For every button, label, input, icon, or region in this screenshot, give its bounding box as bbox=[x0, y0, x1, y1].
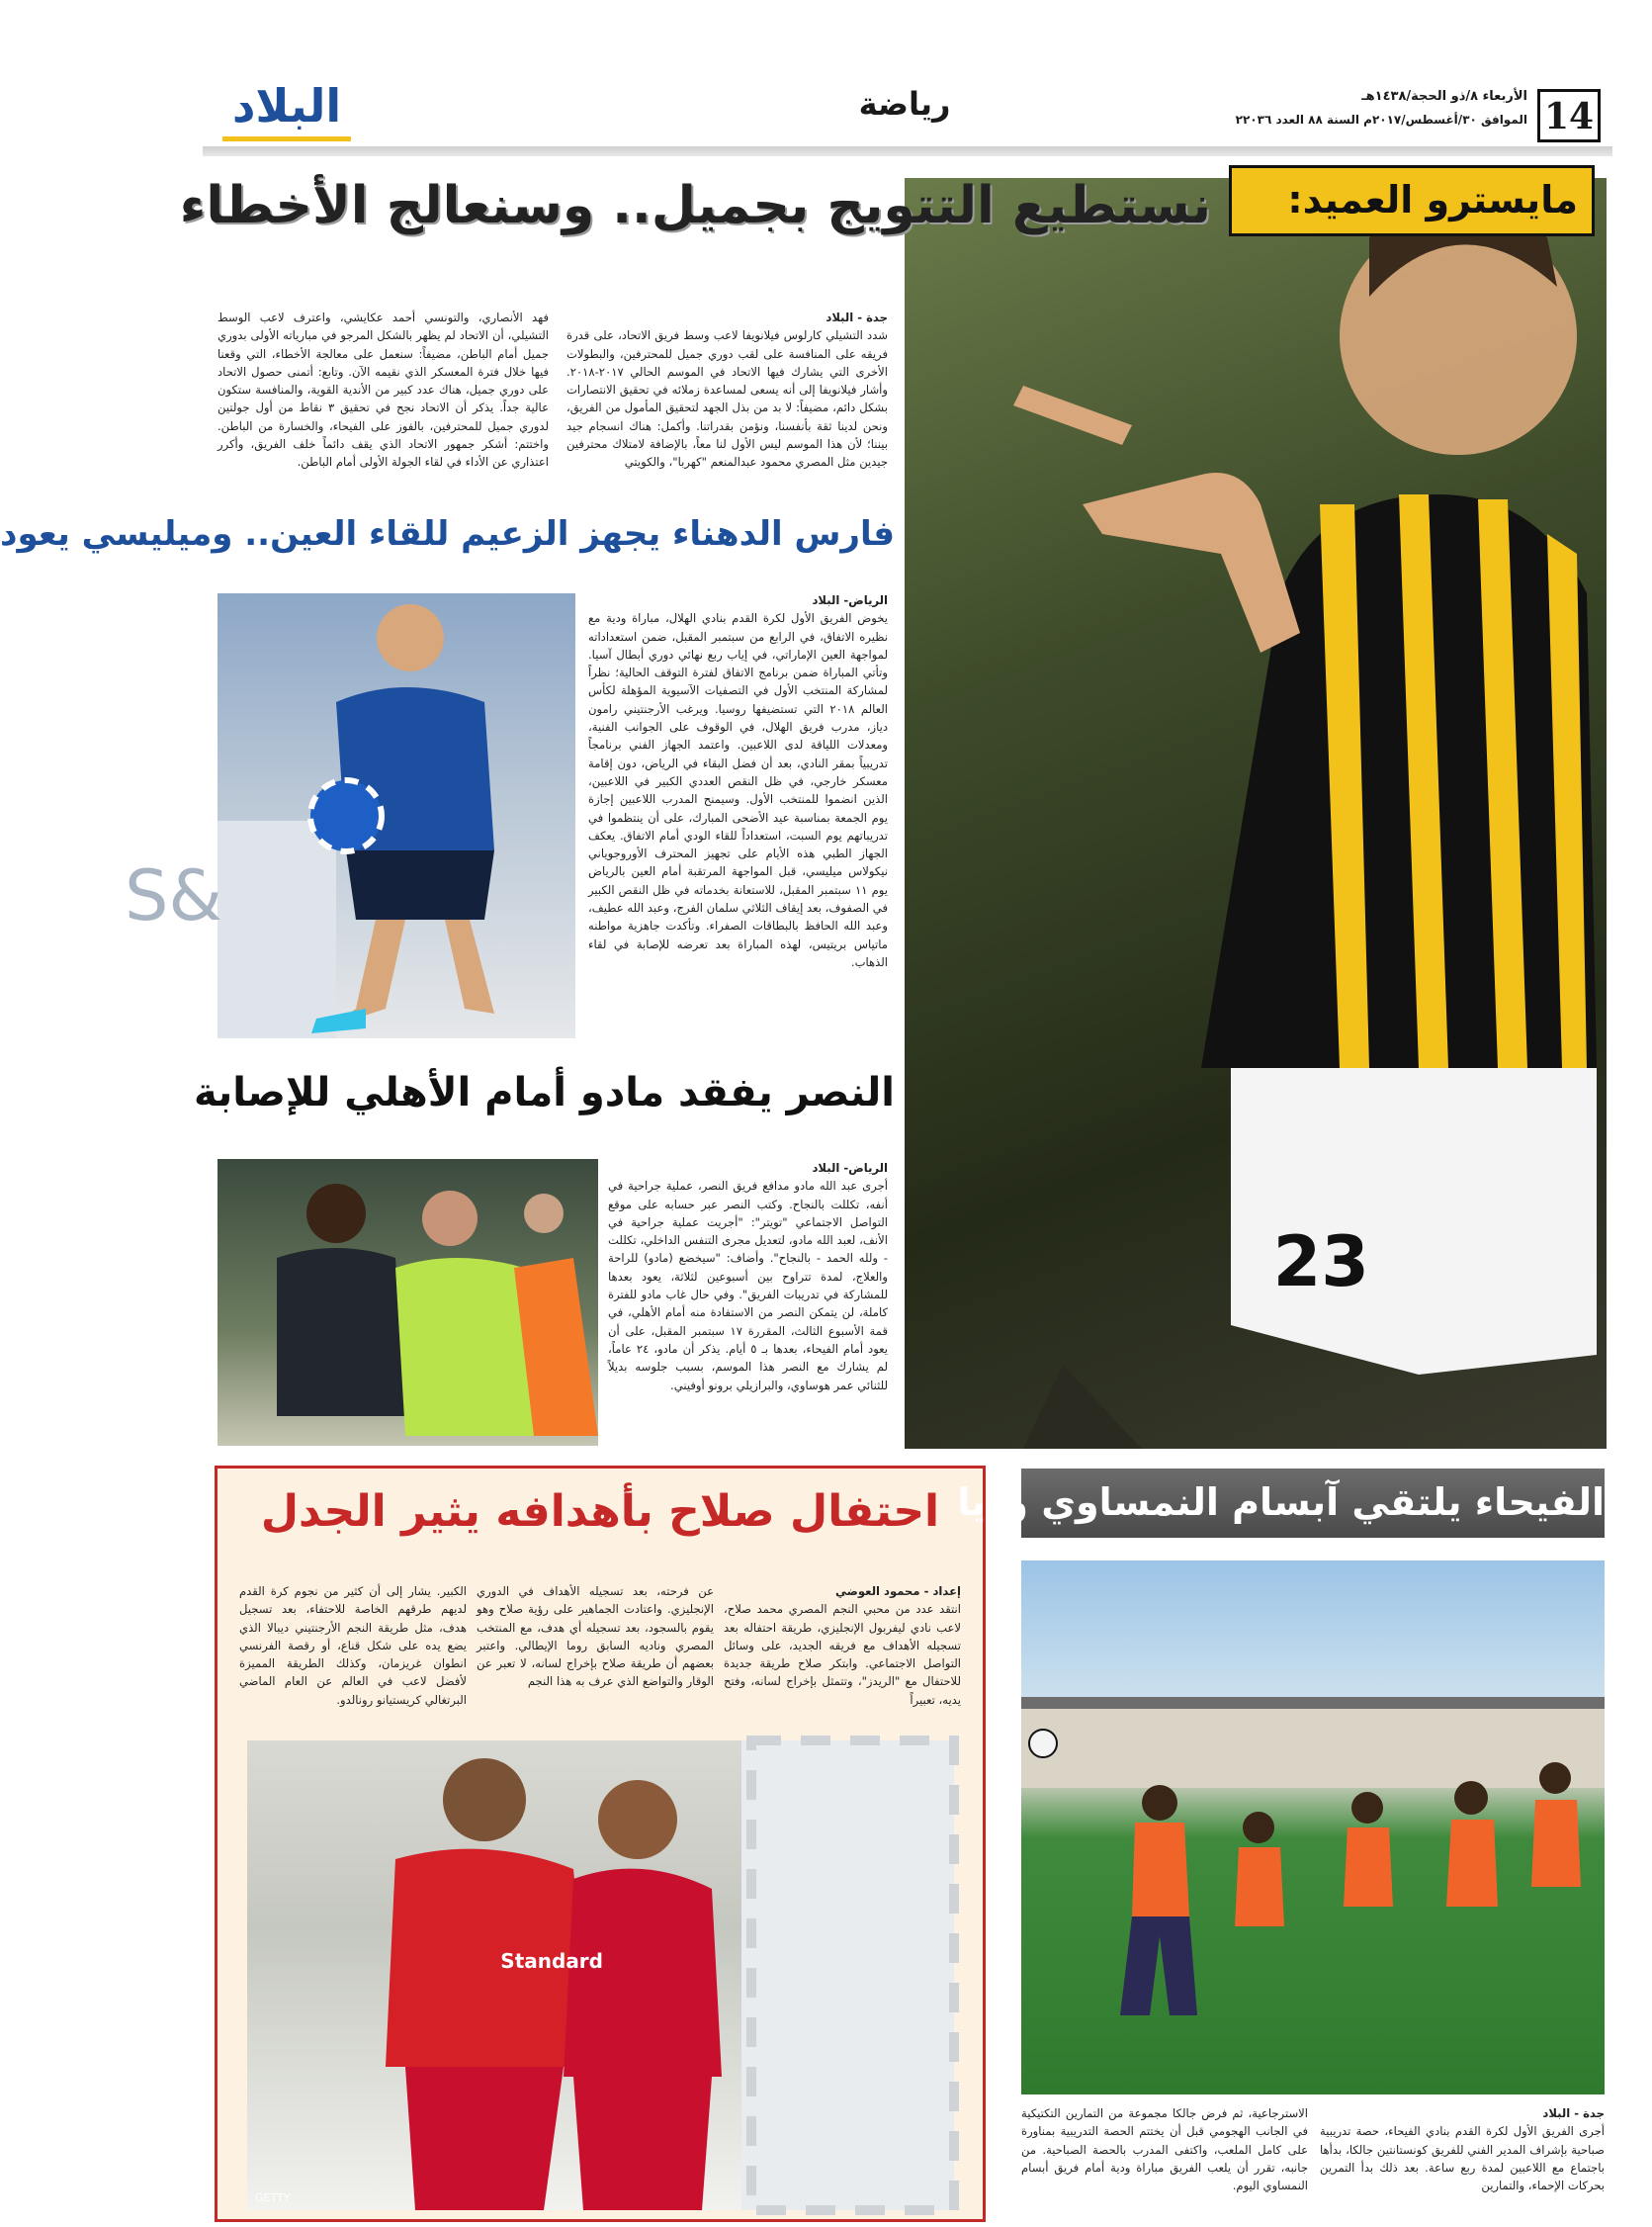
date-line-2: الموافق ٣٠/أغسطس/٢٠١٧م السنة ٨٨ العدد ٢٢٠٣٦ bbox=[1235, 113, 1527, 127]
masthead-rule bbox=[203, 146, 1612, 156]
lead-kicker bbox=[1229, 165, 1595, 236]
feiha-dateline: جدة - البلاد bbox=[1542, 2106, 1605, 2120]
player-illustration bbox=[905, 178, 1607, 1449]
lead-headline: نستطيع التتويج بجميل.. وسنعالج الأخطاء bbox=[179, 176, 1211, 235]
newspaper-logo: البلاد bbox=[231, 79, 342, 133]
logo-accent bbox=[222, 136, 351, 141]
lead-kicker-text: مايسترو العميد: bbox=[1287, 178, 1578, 222]
nassr-body bbox=[608, 1159, 888, 1394]
salah-headline: احتفال صلاح بأهدافه يثير الجدل bbox=[260, 1486, 940, 1537]
lead-body-left bbox=[217, 309, 549, 472]
salah-text-3: الكبير. يشار إلى أن كثير من نجوم كرة القدم لديهم طرقهم الخاصة للاحتفاء، بعد تسجيل هدف، مثل طريقة النجم الأرجنتيني ديبالا الذي يضع يده على شكل قناع، أو رقصة الفرنسي انطوان غريزمان، وكذلك الطريقة المميزة لأفضل لاعب في العالم عن العام الماضي البرتغالي كريستيانو رونالدو. bbox=[239, 1584, 467, 1707]
salah-col-2 bbox=[477, 1582, 714, 1691]
feiha-training-photo bbox=[1021, 1560, 1605, 2094]
feiha-col-right bbox=[1320, 2104, 1605, 2194]
masthead bbox=[153, 79, 1652, 158]
nassr-photo-illustration bbox=[217, 1159, 598, 1446]
salah-text-2: عن فرحته، بعد تسجيله الأهداف في الدوري الإنجليزي. واعتادت الجماهير على رؤية صلاح وهو يقوم بالسجود، بعد تسجيله أي هدف، مع المنتخب المصري وناديه السابق روما الإيطالي. واعتبر بعضهم أن طريقة صلاح بإخراج لسانه، لا تعبر عن الوقار والتواضع الذي عرف به هذا النجم bbox=[477, 1584, 714, 1689]
feiha-text-left: الاسترجاعية، ثم فرض جالكا مجموعة من التمارين التكتيكية في الجانب الهجومي قبل أن يختتم الحصة التدريبية بمناورة على كامل الملعب، واكتفى المدرب بالحصة الصباحية. من جانبه، تقرر أن يلعب الفريق مباراة ودية أمام فريق أبسام النمساوي اليوم. bbox=[1021, 2106, 1308, 2193]
date-line-1: الأربعاء ٨/ذو الحجة/١٤٣٨هـ bbox=[1361, 89, 1527, 104]
lead-text-left: فهد الأنصاري، والتونسي أحمد عكايشي، واعترف لاعب الوسط التشيلي، أن الاتحاد لم يظهر بالشكل المرجو في مبارياته الأولى بدوري جميل أمام الباطن، مضيفاً: سنعمل على معالجة الأخطاء، التي وقعنا فيها خلال فترة المعسكر الذي نقيمه الآن. وتابع: أتمنى حصول الاتحاد على دوري جميل، هناك عدد كبير من الأندية القوية، والمنافسة ستكون عالية جداً. يذكر أن الاتحاد نجح في تحقيق ٣ نقاط من أول جولتين لدوري جميل للمحترفين، بالفوز على الفيحاء، والخسارة من الباطن. واختتم: أشكر جمهور الاتحاد الذي يقف دائماً خلف الفريق، وأكرر اعتذاري عن الأداء في لقاء الجولة الأولى أمام الباطن. bbox=[217, 311, 549, 470]
lead-body-right bbox=[566, 309, 888, 472]
salah-col-3 bbox=[239, 1582, 467, 1709]
ittihad-player-photo bbox=[905, 178, 1607, 1449]
salah-text-1: انتقد عدد من محبي النجم المصري محمد صلاح، لاعب نادي ليفربول الإنجليزي، طريقة احتفاله بعد تسجيله الأهداف مع فريقه الجديد، على وسائل التواصل الاجتماعي. وابتكر صلاح طريقة جديدة للاحتفال مع "الريدز"، وتتمثل بإخراج لسانه، وفتح يديه، تعبيراً bbox=[724, 1602, 961, 1707]
feiha-col-left bbox=[1021, 2104, 1308, 2194]
hilal-player-illustration bbox=[124, 593, 575, 1038]
hilal-body bbox=[588, 591, 888, 971]
page-number: 14 bbox=[1537, 89, 1601, 142]
hilal-text: يخوض الفريق الأول لكرة القدم بنادي الهلال، مباراة ودية مع نظيره الاتفاق، في الرابع من سبتمبر المقبل، ضمن استعداداته لمواجهة العين الإماراتي، في إياب ربع نهائي دوري أبطال آسيا. وتأتي المباراة ضمن برنامج الاتفاق لفترة التوقف الحالية؛ نظراً لمشاركة المنتخب الأول في التصفيات الآسيوية المؤهلة لكأس العالم ٢٠١٨ التي تستضيفها روسيا. ويرغب الأرجنتيني رامون دياز، مدرب فريق الهلال، في الوقوف على الجوانب الفنية، ومعدلات اللياقة لدى اللاعبين. واعتمد الجهاز الفني برنامجاً تدريبياً بمقر النادي، بعد أن فضل البقاء في الرياض، دون إقامة معسكر خارجي، في ظل النقص العددي الكبير في اللاعبين، الذين انضموا للمنتخب الأول. وسيمنح المدرب اللاعبين إجازة يوم الجمعة بمناسبة عيد الأضحى المبارك، على أن ينتظموا في تدريباتهم يوم السبت، استعداداً للقاء الودي أمام الاتفاق. يعكف الجهاز الطبي هذه الأيام على تجهيز المحترف الأوروجوياني نيكولاس ميليسي، قبل المواجهة المرتقبة أمام العين بالرياض يوم ١١ سبتمبر المقبل، للاستعانة بخدماته في ظل النقص الكبير في الصفوف، بعد إيقاف الثلاثي سلمان الفرج، وعبد الله عطيف، وعبد الله الحافظ بالبطاقات الصفراء. وتأكدت جاهزية مواطنه ماتياس بريتيس، لهذه المباراة بعد تعرضه للإصابة في لقاء الذهاب. bbox=[588, 611, 888, 969]
hilal-player-photo bbox=[124, 593, 575, 1038]
hilal-headline: فارس الدهناء يجهز الزعيم للقاء العين.. وميليسي يعود bbox=[0, 514, 895, 554]
feiha-headline: الفيحاء يلتقي آبسام النمساوي وديا bbox=[957, 1480, 1605, 1524]
nassr-headline: النصر يفقد مادو أمام الأهلي للإصابة bbox=[193, 1070, 895, 1115]
lead-dateline: جدة - البلاد bbox=[826, 311, 888, 324]
salah-photo-illustration bbox=[247, 1740, 954, 2210]
salah-col-1 bbox=[724, 1582, 961, 1709]
feiha-headline-bar bbox=[957, 1469, 1605, 1538]
lead-text-right: شدد التشيلي كارلوس فيلانويفا لاعب وسط فريق الاتحاد، على قدرة فريقه على المنافسة على لقب دوري جميل للمحترفين، والبطولات الأخرى التي يشارك فيها الاتحاد في الموسم الحالي ٢٠١٧-٢٠١٨. وأشار فيلانويفا إلى أنه يسعى لمساعدة زملائه في تحقيق الانتصارات بشكل دائم، مضيفاً: لا بد من بذل الجهد لتحقيق المأمول من الفريق، ونحن لدينا ثقة بأنفسنا، ونؤمن بقدراتنا. وأكمل: هناك انسجام جيد بيننا؛ لأن هذا الموسم ليس الأول لنا معاً، بالإضافة لامتلاك محترفين جيدين مثل المصري محمود عبدالمنعم "كهربا"، والكويتي bbox=[566, 328, 888, 470]
nassr-dateline: الرياض- البلاد bbox=[812, 1161, 888, 1175]
nassr-player-photo bbox=[217, 1159, 598, 1446]
salah-photo-credit: GETTY bbox=[255, 2191, 291, 2204]
salah-photo bbox=[247, 1740, 954, 2210]
feiha-text-right: أجرى الفريق الأول لكرة القدم بنادي الفيحاء، حصة تدريبية صباحية بإشراف المدير الفني للفريق كونستانتين جالكا، بدأها باجتماع مع اللاعبين لمدة ربع ساعة. بعد ذلك بدأ التمرين بحركات الإحماء، والتمارين bbox=[1320, 2124, 1605, 2193]
salah-box bbox=[215, 1466, 986, 2222]
salah-dateline: إعداد - محمود العوضي bbox=[834, 1584, 961, 1598]
nassr-text: أجرى عبد الله مادو مدافع فريق النصر، عملية جراحية في أنفه، تكللت بالنجاح. وكتب النصر عبر حسابه على موقع التواصل الاجتماعي "تويتر": "أجريت عملية جراحية في الأنف، لعبد الله مادو، لتعديل مجرى التنفس الداخلي، تكللت - ولله الحمد - بالنجاح". وأضاف: "سيخضع (مادو) للراحة والعلاج، لمدة تتراوح بين أسبوعين لثلاثة، يعود بعدها للمشاركة في تدريبات الفريق". وفي حال غاب مادو للفترة كاملة، لن يتمكن النصر من الاستفادة منه أمام الأهلي، في قمة الأسبوع الثالث، المقررة ١٧ سبتمبر المقبل، على أن يعود أمام الفيحاء، بعدها بـ ٥ أيام. يذكر أن مادو، ٢٤ عاماً، لم يشارك مع النصر هذا الموسم، بسبب جلوسه بديلاً للثنائي عمر هوساوي، والبرازيلي برونو أوفيني. bbox=[608, 1179, 889, 1392]
background-sign: &S bbox=[124, 855, 222, 936]
section-title: رياضة bbox=[858, 85, 951, 123]
shirt-sponsor: Standard bbox=[500, 1949, 603, 1973]
shirt-number: 23 bbox=[1272, 1221, 1369, 1302]
feiha-photo-illustration bbox=[1021, 1560, 1605, 2094]
hilal-dateline: الرياض- البلاد bbox=[812, 593, 888, 607]
